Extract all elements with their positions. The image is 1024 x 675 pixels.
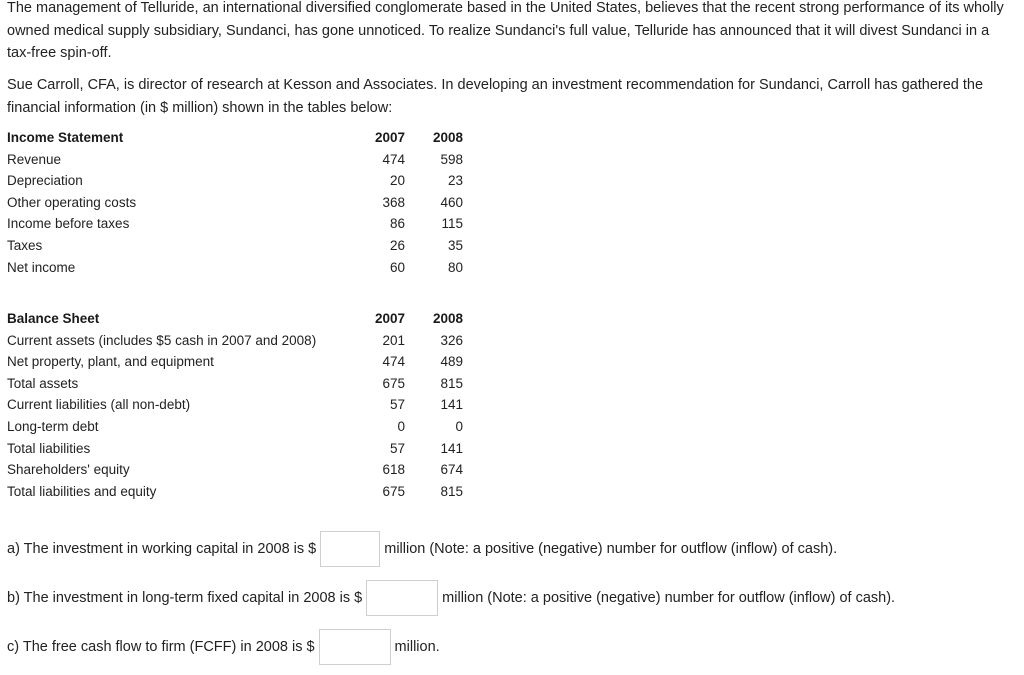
table-row xyxy=(7,351,463,373)
row-label: Income before taxes xyxy=(7,216,130,232)
value-2007: 368 xyxy=(382,194,405,210)
intro-paragraph-2: Sue Carroll, CFA, is director of research at Kesson and Associates. In developing an investment recommendation for Sundanci, Carroll has gathered the financial information (in $ million) shown in the tables below: xyxy=(7,77,984,116)
table-row xyxy=(7,438,463,460)
value-2008: 815 xyxy=(440,375,463,391)
intro-paragraph-1: The management of Telluride, an international diversified conglomerate based in the United States, believes that the recent strong performance of its wholly owned medical supply subsidiary, Sundanci, has gone unnoticed. To realize Sundanci's full value, Telluride has announced that it will divest Sundanci in a tax-free spin-off. xyxy=(7,0,1004,61)
table-row xyxy=(7,481,463,503)
value-2007: 474 xyxy=(382,151,405,167)
table-row xyxy=(7,373,463,395)
row-label: Net property, plant, and equipment xyxy=(7,354,214,370)
value-2007: 675 xyxy=(382,375,405,391)
table-row xyxy=(7,459,463,481)
row-label: Current assets (includes $5 cash in 2007 and 2008) xyxy=(7,332,317,348)
value-2007: 474 xyxy=(382,354,405,370)
income-statement-title: Income Statement xyxy=(7,130,124,145)
row-label: Long-term debt xyxy=(7,418,99,434)
value-2008: 460 xyxy=(440,194,463,210)
value-2007: 57 xyxy=(389,440,405,456)
table-row xyxy=(7,394,463,416)
income-statement-table xyxy=(7,127,463,278)
value-2007: 26 xyxy=(389,237,405,253)
table-header-row xyxy=(7,127,463,149)
value-2008: 115 xyxy=(441,216,463,232)
value-2007: 86 xyxy=(389,216,405,232)
row-label: Net income xyxy=(7,259,76,275)
table-row xyxy=(7,330,463,352)
value-2008: 141 xyxy=(440,397,463,413)
value-2008: 815 xyxy=(440,483,463,499)
value-2008: 141 xyxy=(440,440,463,456)
table-row xyxy=(7,192,463,214)
value-2008: 23 xyxy=(447,173,463,189)
working-capital-answer-input[interactable] xyxy=(320,531,380,567)
balance-sheet-table xyxy=(7,308,463,502)
value-2007: 675 xyxy=(382,483,405,499)
row-label: Total assets xyxy=(7,375,79,391)
column-header-2008: 2008 xyxy=(432,130,463,145)
balance-sheet-title: Balance Sheet xyxy=(7,311,100,326)
value-2008: 35 xyxy=(447,237,463,253)
value-2008: 80 xyxy=(447,259,463,275)
column-header-2007: 2007 xyxy=(374,130,405,145)
value-2007: 201 xyxy=(382,332,405,348)
value-2007: 57 xyxy=(389,397,405,413)
table-row xyxy=(7,235,463,257)
question-b-suffix: million (Note: a positive (negative) number for outflow (inflow) of cash). xyxy=(442,590,896,606)
value-2008: 489 xyxy=(440,354,463,370)
value-2008: 598 xyxy=(440,151,463,167)
table-row xyxy=(7,213,463,235)
row-label: Total liabilities xyxy=(7,440,91,456)
table-row xyxy=(7,149,463,171)
fcff-answer-input[interactable] xyxy=(319,629,391,665)
table-header-row xyxy=(7,308,463,330)
value-2007: 60 xyxy=(389,259,405,275)
question-a xyxy=(7,531,837,567)
table-row xyxy=(7,170,463,192)
row-label: Taxes xyxy=(7,237,43,253)
row-label: Revenue xyxy=(7,151,62,167)
value-2008: 326 xyxy=(440,332,463,348)
value-2008: 0 xyxy=(455,418,463,434)
row-label: Current liabilities (all non-debt) xyxy=(7,397,191,413)
value-2007: 20 xyxy=(389,173,405,189)
question-c-prompt: c) The free cash flow to firm (FCFF) in 2008 is $ xyxy=(7,639,315,655)
question-c xyxy=(7,629,440,665)
value-2008: 674 xyxy=(440,462,463,478)
question-b-prompt: b) The investment in long-term fixed capital in 2008 is $ xyxy=(7,590,363,606)
column-header-2008: 2008 xyxy=(432,311,463,326)
row-label: Depreciation xyxy=(7,173,83,189)
row-label: Total liabilities and equity xyxy=(7,483,157,499)
value-2007: 618 xyxy=(382,462,405,478)
row-label: Shareholders' equity xyxy=(7,462,130,478)
column-header-2007: 2007 xyxy=(374,311,405,326)
question-b xyxy=(7,580,895,616)
value-2007: 0 xyxy=(397,418,405,434)
question-a-prompt: a) The investment in working capital in 2008 is $ xyxy=(7,541,317,557)
fixed-capital-answer-input[interactable] xyxy=(366,580,438,616)
table-row xyxy=(7,416,463,438)
row-label: Other operating costs xyxy=(7,194,137,210)
question-c-suffix: million. xyxy=(394,639,440,655)
question-a-suffix: million (Note: a positive (negative) number for outflow (inflow) of cash). xyxy=(384,541,838,557)
table-row xyxy=(7,257,463,279)
